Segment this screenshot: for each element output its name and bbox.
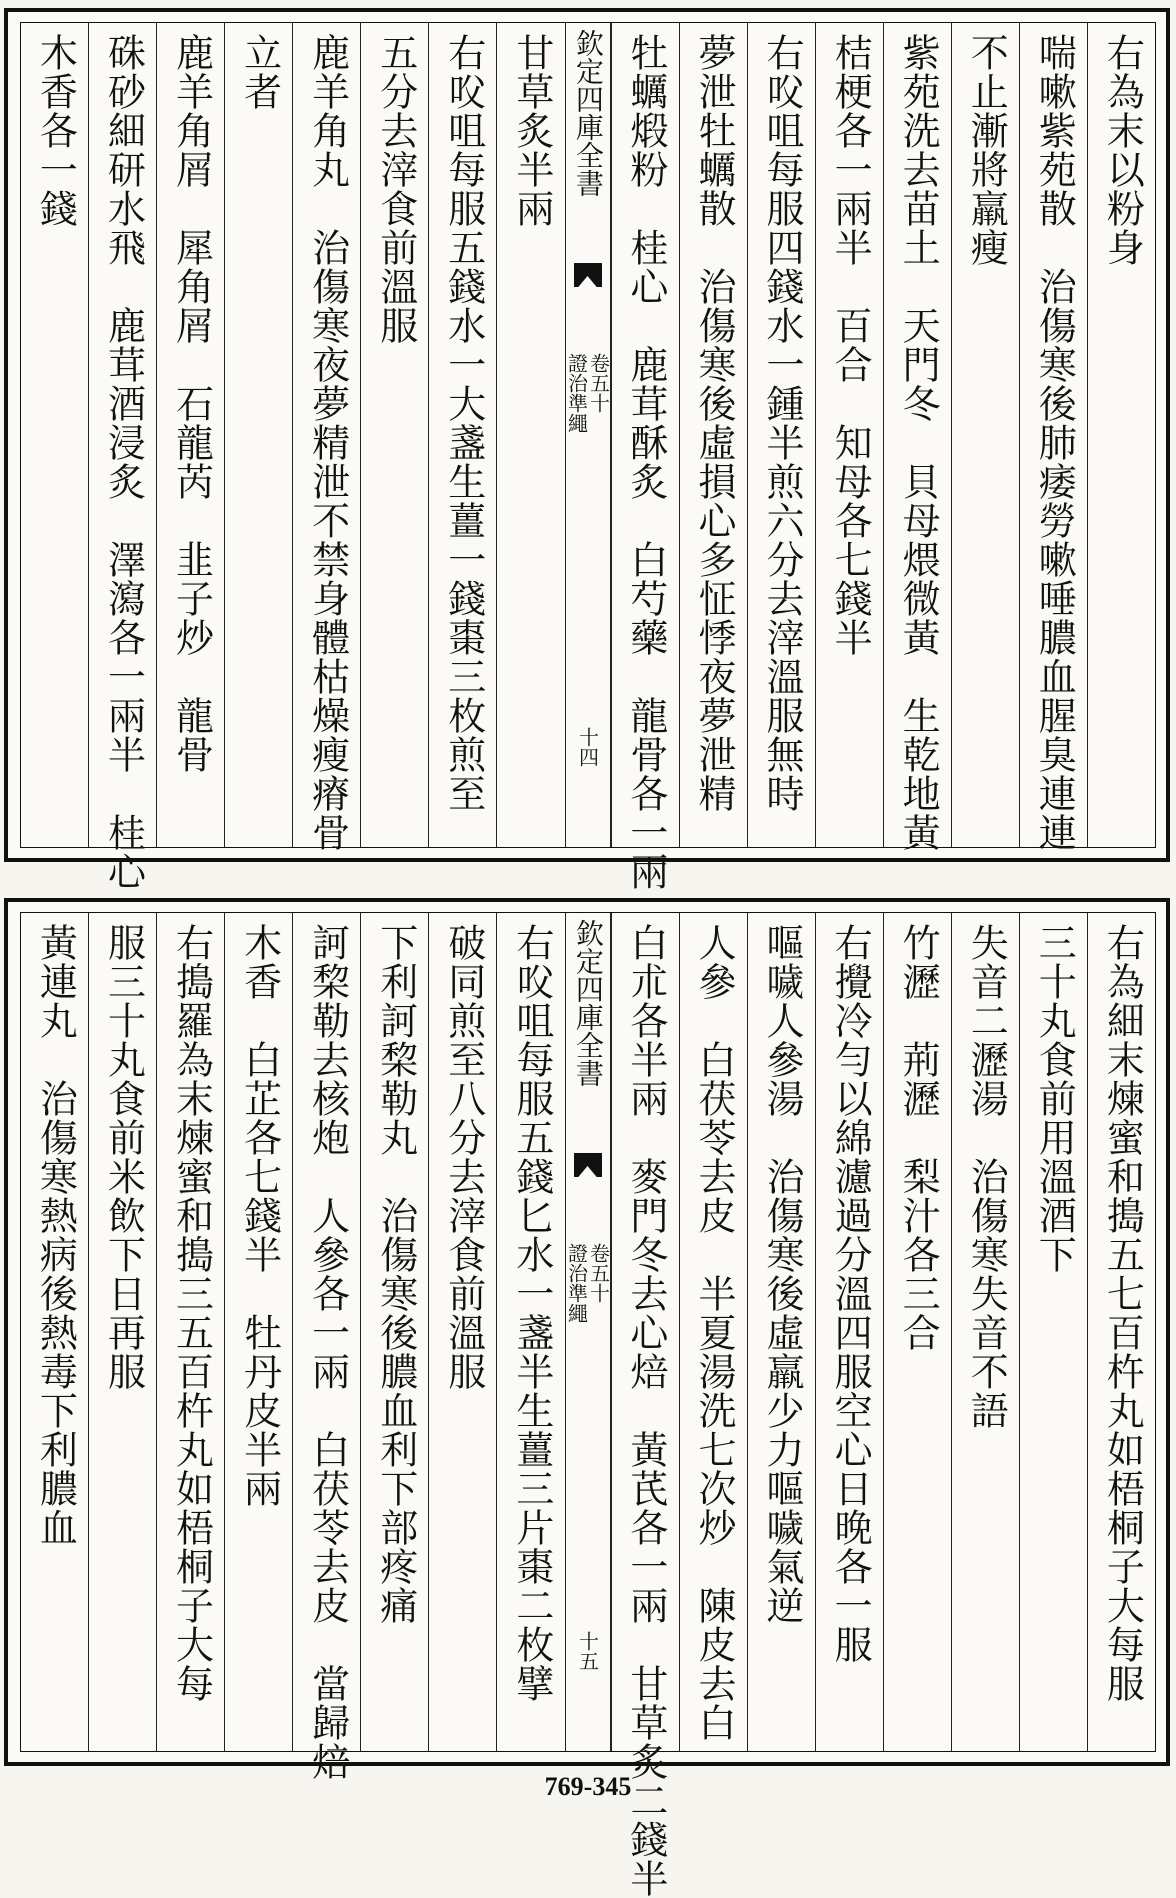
volume-label: 卷五十 xyxy=(586,1243,611,1303)
text-column: 破同煎至八分去滓食前溫服 xyxy=(428,913,496,1751)
section-title: 證治準繩 xyxy=(564,1243,589,1323)
text-column: 下利訶棃勒丸 治傷寒後膿血利下部疼痛 xyxy=(360,913,428,1751)
book-header: 欽定四庫全書 xyxy=(571,919,605,1087)
text-column: 紫苑洗去苗土 天門冬 貝母煨微黃 生乾地黃 xyxy=(883,23,951,847)
text-column: 嘔噦人參湯 治傷寒後虛羸少力嘔噦氣逆 xyxy=(747,913,815,1751)
text-column: 黃連丸 治傷寒熱病後熱毒下利膿血 xyxy=(33,923,78,1547)
page-number: 十四 xyxy=(575,727,600,767)
text-column: 訶棃勒去核炮 人參各一兩 白茯苓去皮 當歸焙 xyxy=(292,913,360,1751)
text-column: 夢泄牡蠣散 治傷寒後虛損心多怔悸夜夢泄精 xyxy=(679,23,747,847)
text-column: 不止漸將羸瘦 xyxy=(951,23,1019,847)
text-column: 右為細末煉蜜和搗五七百杵丸如梧桐子大每服 xyxy=(1087,913,1155,1751)
text-column: 立者 xyxy=(224,23,292,847)
text-column: 白朮各半兩 麥門冬去心焙 黃芪各一兩 甘草炙二錢半 xyxy=(611,913,679,1751)
page-number: 十五 xyxy=(575,1631,600,1671)
text-column: 右㕮咀每服五錢匕水一盞半生薑三片棗二枚擘 xyxy=(496,913,564,1751)
top-page xyxy=(4,8,1170,891)
page-code: 769-345 xyxy=(544,1772,632,1801)
text-column: 木香各一錢 xyxy=(33,33,78,228)
text-column: 喘嗽紫苑散 治傷寒後肺痿勞嗽唾膿血腥臭連連 xyxy=(1019,23,1087,847)
text-column: 右攪冷勻以綿濾過分溫四服空心日晚各一服 xyxy=(815,913,883,1751)
section-title: 證治準繩 xyxy=(564,353,589,433)
fish-tail-ornament xyxy=(574,1153,602,1177)
text-column: 右為末以粉身 xyxy=(1087,23,1155,847)
center-fold-column xyxy=(565,23,611,847)
text-column: 五分去滓食前溫服 xyxy=(360,23,428,847)
top-page-columns xyxy=(20,22,1156,891)
center-fold-column xyxy=(565,913,611,1751)
book-header: 欽定四庫全書 xyxy=(571,29,605,197)
text-column: 鹿羊角屑 犀角屑 石龍芮 韭子炒 龍骨 xyxy=(156,23,224,847)
text-column: 竹瀝 荊瀝 梨汁各三合 xyxy=(883,913,951,1751)
fish-tail-ornament xyxy=(574,263,602,287)
text-column: 三十丸食前用溫酒下 xyxy=(1019,913,1087,1751)
text-column: 右搗羅為末煉蜜和搗三五百杵丸如梧桐子大每 xyxy=(156,913,224,1751)
volume-label: 卷五十 xyxy=(586,353,611,413)
text-column: 右㕮咀每服四錢水一鍾半煎六分去滓溫服無時 xyxy=(747,23,815,847)
text-column: 木香 白芷各七錢半 牡丹皮半兩 xyxy=(224,913,292,1751)
text-column: 硃砂細研水飛 鹿茸酒浸炙 澤瀉各一兩半 桂心 xyxy=(88,23,156,847)
text-column: 鹿羊角丸 治傷寒夜夢精泄不禁身體枯燥瘦瘠骨 xyxy=(292,23,360,847)
text-column: 服三十丸食前米飲下日再服 xyxy=(88,913,156,1751)
text-column: 失音二瀝湯 治傷寒失音不語 xyxy=(951,913,1019,1751)
text-column: 右㕮咀每服五錢水一大盞生薑一錢棗三枚煎至 xyxy=(428,23,496,847)
text-column: 牡蠣煅粉 桂心 鹿茸酥炙 白芍藥 龍骨各一兩 xyxy=(611,23,679,847)
text-column: 甘草炙半兩 xyxy=(496,23,564,847)
text-column: 人參 白茯苓去皮 半夏湯洗七次炒 陳皮去白 xyxy=(679,913,747,1751)
text-column: 桔梗各一兩半 百合 知母各七錢半 xyxy=(815,23,883,847)
